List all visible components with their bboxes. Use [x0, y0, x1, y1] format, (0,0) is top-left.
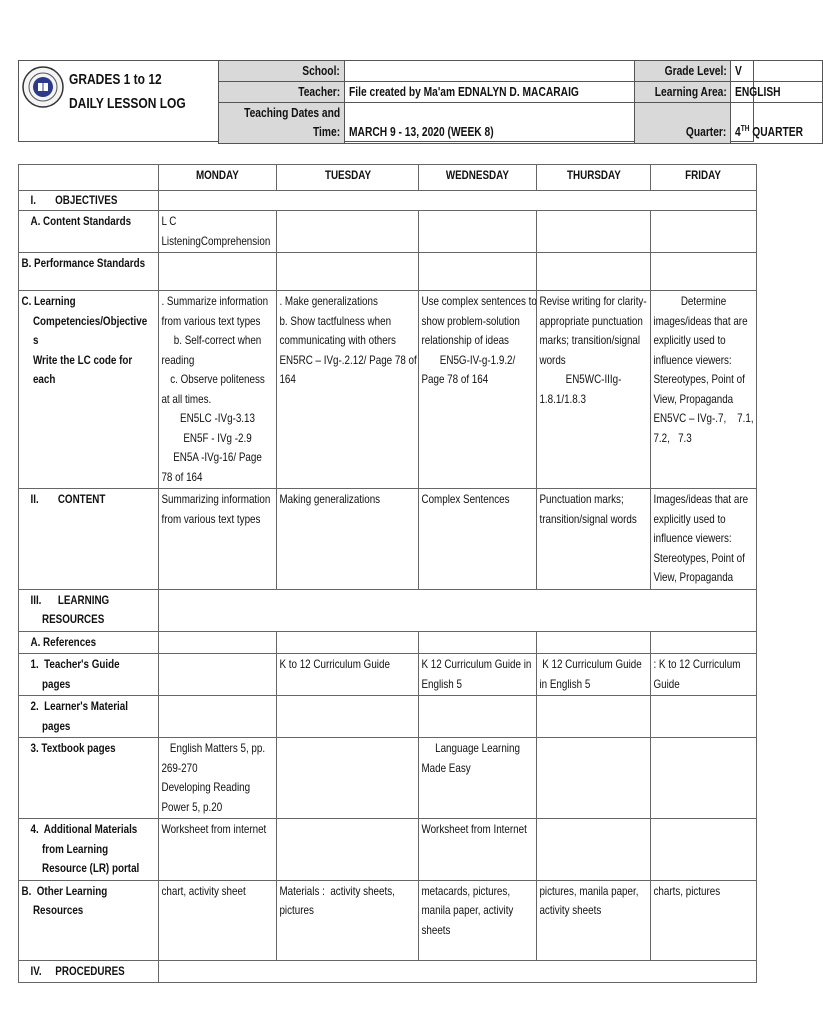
- teachers-guide-row: [19, 654, 757, 696]
- cell-line: from Learning: [41, 841, 109, 856]
- cell-line: in English 5: [539, 676, 591, 691]
- competencies-monday: [159, 291, 277, 489]
- content-row: [19, 489, 757, 590]
- cell-line: from various text types: [161, 511, 261, 526]
- day-tuesday: TUESDAY: [277, 165, 419, 191]
- cell-line: ListeningComprehension: [161, 233, 271, 248]
- cell-line: L C: [161, 214, 177, 228]
- cell-line: Punctuation marks;: [539, 492, 624, 506]
- cell-line: words: [539, 352, 566, 367]
- day-thursday: THURSDAY: [537, 165, 651, 191]
- cell-line: influence viewers:: [653, 352, 732, 367]
- textbook-monday: [159, 738, 277, 819]
- cell-line: Making generalizations: [279, 492, 381, 506]
- learners-material-row: [19, 696, 757, 738]
- title-line-1: GRADES 1 to 12: [69, 71, 162, 88]
- competencies-friday: [651, 291, 757, 489]
- cell-line: 2. Learner's Material: [30, 699, 128, 713]
- teachers-guide-tuesday: [277, 654, 419, 696]
- cell-line: 4. Additional Materials: [30, 822, 138, 836]
- cell-line: Power 5, p.20: [161, 799, 223, 814]
- cell-line: appropriate punctuation: [539, 313, 643, 328]
- header-info-table: [218, 60, 823, 144]
- cell-line: 78 of 164: [161, 469, 203, 484]
- learning-resources-label: [19, 589, 159, 631]
- cell-line: pages: [41, 718, 71, 733]
- objectives-row: [19, 191, 757, 211]
- cell-line: . Summarize information: [161, 294, 269, 308]
- cell-line: Worksheet from Internet: [421, 822, 527, 836]
- cell-line: EN5LC -IVg-3.13: [180, 411, 255, 425]
- other-resources-label: [19, 880, 159, 960]
- other-resources-thursday: [537, 880, 651, 960]
- cell-line: 7.2, 7.3: [653, 430, 692, 445]
- cell-line: Worksheet from internet: [161, 822, 267, 836]
- cell-line: transition/signal words: [539, 511, 637, 526]
- cell-line: K to 12 Curriculum Guide: [279, 657, 390, 671]
- cell-line: pictures: [279, 903, 314, 917]
- cell-line: English 5: [421, 676, 462, 691]
- cell-line: relationship of ideas: [421, 333, 509, 347]
- cell-line: C. Learning: [21, 294, 76, 308]
- cell-line: RESOURCES: [41, 612, 105, 626]
- content-thursday: [537, 489, 651, 590]
- day-wednesday: WEDNESDAY: [419, 165, 537, 191]
- cell-line: 269-270: [161, 760, 198, 775]
- content-standards-monday: [159, 211, 277, 253]
- learners-material-label: [19, 696, 159, 738]
- textbook-label: 3. Textbook pages: [19, 738, 159, 819]
- cell-line: each: [32, 372, 56, 386]
- content-friday: [651, 489, 757, 590]
- references-label: A. References: [19, 631, 159, 654]
- other-resources-monday: [159, 880, 277, 960]
- competencies-wednesday: [419, 291, 537, 489]
- cell-line: 1. Teacher's Guide: [30, 657, 120, 671]
- objectives-label: I. OBJECTIVES: [19, 191, 159, 211]
- cell-line: III. LEARNING: [30, 592, 110, 607]
- cell-line: explicitly used to: [653, 333, 726, 347]
- learning-area-value: ENGLISH: [731, 82, 823, 103]
- cell-line: b. Self-correct when: [173, 333, 262, 347]
- content-wednesday: [419, 489, 537, 590]
- competencies-tuesday: [277, 291, 419, 489]
- grade-level-value: V: [731, 61, 823, 82]
- cell-line: Images/ideas that are: [653, 492, 749, 506]
- cell-line: View, Propaganda: [653, 391, 734, 406]
- competencies-row: [19, 291, 757, 489]
- teaching-dates-label: Teaching Dates and Time:: [219, 103, 345, 144]
- cell-line: EN5VC – IVg-.7, 7.1,: [653, 411, 754, 425]
- cell-line: . Make generalizations: [279, 294, 378, 308]
- other-resources-row: [19, 880, 757, 960]
- teachers-guide-wednesday: [419, 654, 537, 696]
- cell-line: Guide: [653, 676, 680, 691]
- cell-line: Resource (LR) portal: [41, 861, 140, 875]
- additional-materials-label: [19, 819, 159, 881]
- other-resources-tuesday: [277, 880, 419, 960]
- teacher-value: File created by Ma'am EDNALYN D. MACARAIG: [345, 82, 634, 103]
- textbook-row: [19, 738, 757, 819]
- cell-line: communicating with others: [279, 333, 396, 347]
- cell-line: English Matters 5, pp.: [169, 741, 266, 755]
- lesson-log-table: [18, 164, 757, 983]
- competencies-label: [19, 291, 159, 489]
- other-resources-friday: [651, 880, 757, 960]
- additional-materials-row: [19, 819, 757, 881]
- school-value: [345, 61, 634, 82]
- cell-line: influence viewers:: [653, 531, 732, 545]
- cell-line: show problem-solution: [421, 313, 520, 328]
- cell-line: 1.8.1/1.8.3: [539, 391, 586, 406]
- quarter-label: Quarter:: [634, 103, 731, 144]
- cell-line: activity sheets: [539, 903, 602, 917]
- cell-line: 164: [279, 372, 296, 386]
- content-standards-row: [19, 211, 757, 253]
- cell-line: b. Show tactfulness when: [279, 313, 392, 328]
- competencies-thursday: [537, 291, 651, 489]
- teaching-dates-value: MARCH 9 - 13, 2020 (WEEK 8): [345, 103, 634, 144]
- cell-line: Complex Sentences: [421, 492, 510, 506]
- cell-line: Made Easy: [421, 760, 471, 775]
- school-label: School:: [219, 61, 345, 82]
- teachers-guide-friday: [651, 654, 757, 696]
- cell-line: Language Learning: [435, 741, 520, 755]
- cell-line: marks; transition/signal: [539, 333, 641, 347]
- cell-line: pictures, manila paper,: [539, 883, 639, 898]
- content-standards-label: A. Content Standards: [19, 211, 159, 253]
- cell-line: reading: [161, 352, 195, 367]
- cell-line: charts, pictures: [653, 883, 721, 898]
- content-monday: [159, 489, 277, 590]
- cell-line: explicitly used to: [653, 511, 726, 526]
- teachers-guide-thursday: [537, 654, 651, 696]
- cell-line: View, Propaganda: [653, 570, 734, 584]
- cell-line: B. Other Learning: [21, 883, 108, 898]
- cell-line: EN5RC – IVg-.2.12/ Page 78 of: [279, 352, 417, 367]
- cell-line: Resources: [32, 903, 84, 917]
- teachers-guide-label: [19, 654, 159, 696]
- additional-materials-monday: [159, 819, 277, 881]
- cell-line: Materials : activity sheets,: [279, 883, 395, 898]
- cell-line: s: [32, 333, 39, 347]
- cell-line: chart, activity sheet: [161, 883, 246, 898]
- content-label: II. CONTENT: [19, 489, 159, 590]
- cell-line: from various text types: [161, 313, 261, 328]
- performance-standards-row: [19, 253, 757, 291]
- references-row: [19, 631, 757, 654]
- day-header-row: [19, 165, 757, 191]
- deped-seal-icon: [21, 65, 65, 109]
- cell-line: Developing Reading: [161, 780, 251, 794]
- grade-level-label: Grade Level:: [634, 61, 731, 82]
- procedures-row: [19, 960, 757, 983]
- cell-line: Determine: [680, 294, 727, 308]
- cell-line: pages: [41, 676, 71, 691]
- textbook-wednesday: [419, 738, 537, 819]
- cell-line: EN5A -IVg-16/ Page: [173, 450, 262, 464]
- cell-line: c. Observe politeness: [170, 372, 265, 386]
- title-line-2: DAILY LESSON LOG: [69, 95, 186, 112]
- cell-line: images/ideas that are: [653, 313, 748, 328]
- teacher-label: Teacher:: [219, 82, 345, 103]
- cell-line: Revise writing for clarity-: [539, 294, 647, 308]
- performance-standards-label: B. Performance Standards: [19, 253, 159, 291]
- cell-line: Use complex sentences to: [421, 294, 537, 308]
- cell-line: Summarizing information: [161, 492, 271, 506]
- procedures-label: IV. PROCEDURES: [19, 960, 159, 983]
- content-tuesday: [277, 489, 419, 590]
- cell-line: at all times.: [161, 391, 212, 406]
- quarter-value: 4TH QUARTER: [731, 103, 823, 144]
- cell-line: Competencies/Objective: [32, 313, 148, 328]
- day-friday: FRIDAY: [651, 165, 757, 191]
- cell-line: metacards, pictures,: [421, 883, 511, 898]
- learning-resources-row: [19, 589, 757, 631]
- cell-line: Stereotypes, Point of: [653, 550, 745, 565]
- learning-area-label: Learning Area:: [634, 82, 731, 103]
- cell-line: EN5F - IVg -2.9: [183, 430, 252, 445]
- lesson-log-header: [18, 60, 804, 142]
- cell-line: EN5G-IV-g-1.9.2/: [439, 352, 516, 367]
- cell-line: : K to 12 Curriculum: [653, 657, 741, 671]
- cell-line: Page 78 of 164: [421, 372, 489, 386]
- cell-line: K 12 Curriculum Guide in: [421, 657, 532, 671]
- cell-line: Stereotypes, Point of: [653, 372, 745, 386]
- cell-line: K 12 Curriculum Guide: [539, 657, 642, 671]
- cell-line: manila paper, activity: [421, 903, 514, 917]
- cell-line: EN5WC-IIIg-: [565, 372, 622, 386]
- additional-materials-wednesday: [419, 819, 537, 881]
- other-resources-wednesday: [419, 880, 537, 960]
- cell-line: Write the LC code for: [32, 352, 133, 367]
- cell-line: sheets: [421, 922, 451, 937]
- day-monday: MONDAY: [159, 165, 277, 191]
